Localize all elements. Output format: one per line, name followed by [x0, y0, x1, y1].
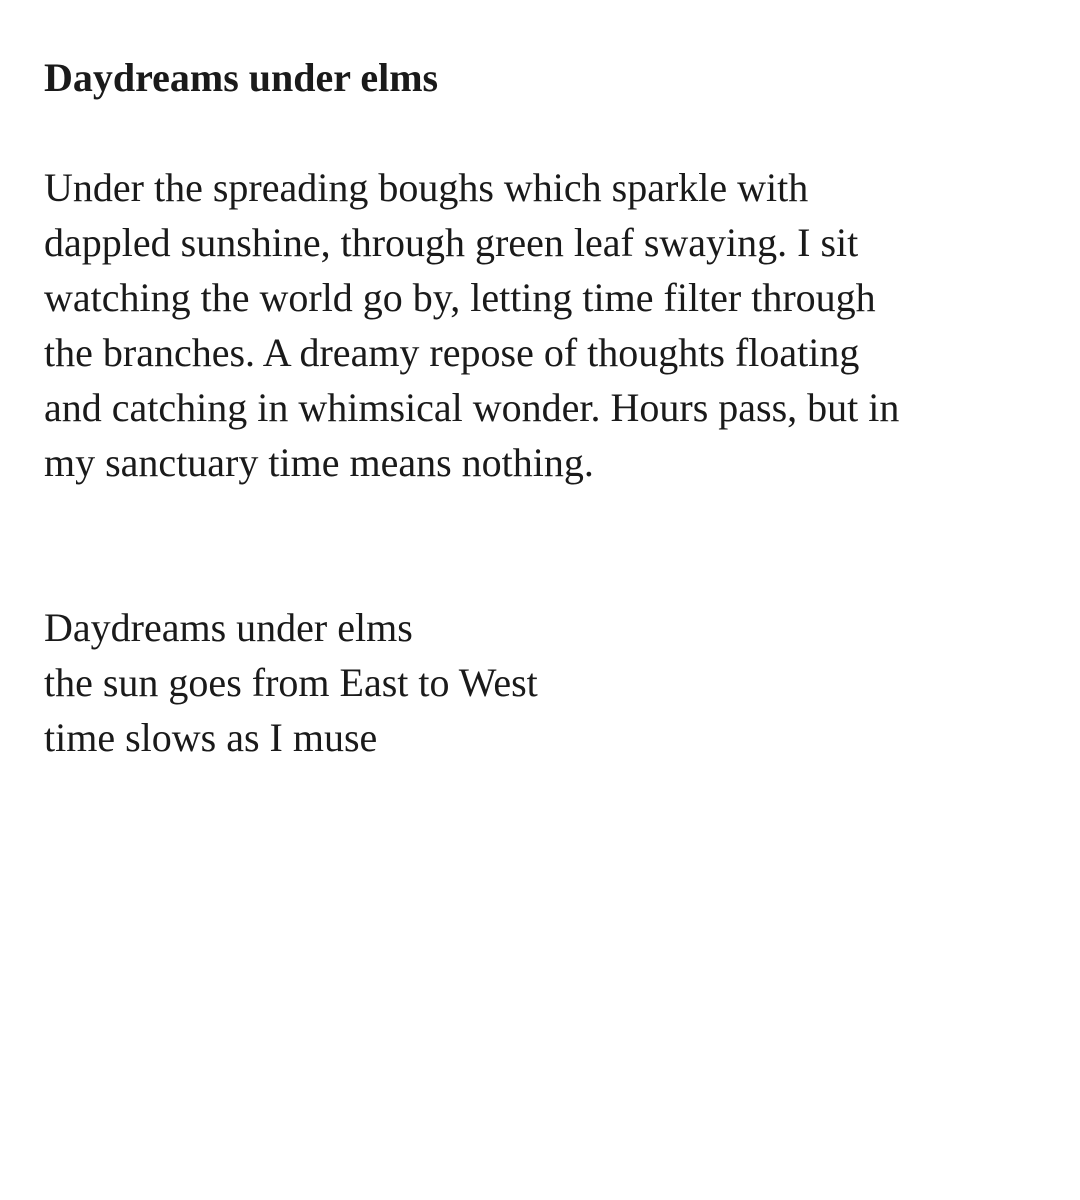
haiku-line: Daydreams under elms [44, 605, 413, 650]
prose-line: my sanctuary time means nothing. [44, 440, 594, 485]
prose-line: the branches. A dreamy repose of thoughts floating [44, 330, 860, 375]
prose-line: and catching in whimsical wonder. Hours pass, but in [44, 385, 900, 430]
document-title: Daydreams under elms [44, 55, 439, 100]
prose-line: dappled sunshine, through green leaf swaying. I sit [44, 220, 859, 265]
prose-line: Under the spreading boughs which sparkle with [44, 165, 809, 210]
haiku-line: time slows as I muse [44, 715, 378, 760]
haiku-line: the sun goes from East to West [44, 660, 538, 705]
prose-line: watching the world go by, letting time filter through [44, 275, 876, 320]
prose-paragraph [44, 160, 1044, 490]
haiku [44, 600, 1044, 765]
